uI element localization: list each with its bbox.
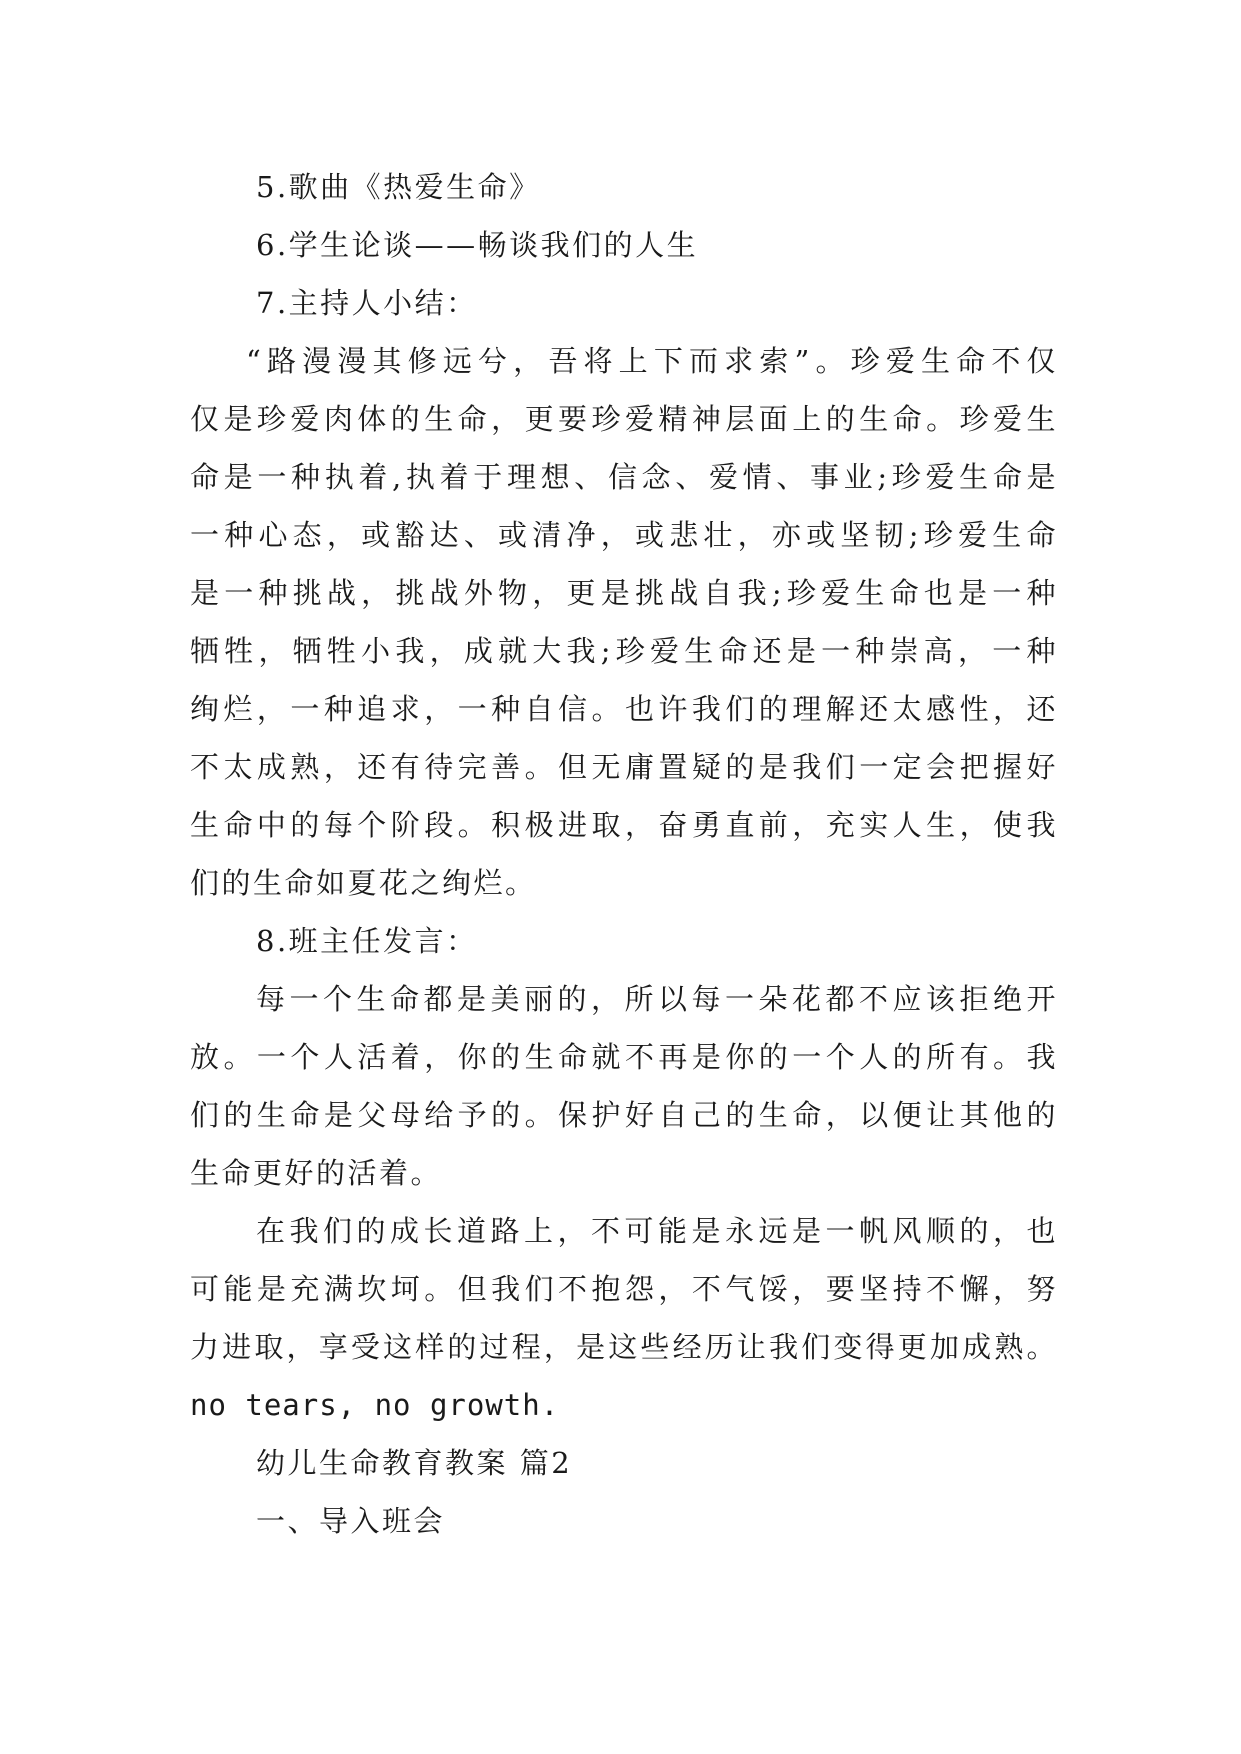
section-title: 幼儿生命教育教案 篇2 bbox=[256, 1446, 573, 1480]
paragraph-line: 生命更好的活着。 bbox=[190, 1156, 443, 1190]
paragraph-line: 命是一种执着,执着于理想、信念、爱情、事业;珍爱生命是 bbox=[190, 460, 1058, 494]
paragraph-line: 放。一个人活着，你的生命就不再是你的一个人的所有。我 bbox=[190, 1040, 1058, 1074]
paragraph-line: 们的生命是父母给予的。保护好自己的生命，以便让其他的 bbox=[190, 1098, 1058, 1132]
paragraph-line: 牺牲，牺牲小我，成就大我;珍爱生命还是一种崇高，一种 bbox=[190, 634, 1058, 668]
list-item-song: 5.歌曲《热爱生命》 bbox=[256, 170, 541, 204]
section-heading: 一、导入班会 bbox=[256, 1504, 446, 1538]
paragraph-line: 是一种挑战，挑战外物，更是挑战自我;珍爱生命也是一种 bbox=[190, 576, 1058, 610]
paragraph-line: 在我们的成长道路上，不可能是永远是一帆风顺的，也 bbox=[256, 1214, 1058, 1248]
paragraph-line: 仅是珍爱肉体的生命，更要珍爱精神层面上的生命。珍爱生 bbox=[190, 402, 1058, 436]
list-item-host-summary: 7.主持人小结： bbox=[256, 286, 478, 320]
list-item-student-discussion: 6.学生论谈——畅谈我们的人生 bbox=[256, 228, 699, 262]
paragraph-line: 力进取，享受这样的过程，是这些经历让我们变得更加成熟。 bbox=[190, 1330, 1058, 1364]
paragraph-line: 生命中的每个阶段。积极进取，奋勇直前，充实人生，使我 bbox=[190, 808, 1058, 842]
paragraph-line: “路漫漫其修远兮，吾将上下而求索”。珍爱生命不仅 bbox=[246, 344, 1058, 378]
paragraph-line: 每一个生命都是美丽的，所以每一朵花都不应该拒绝开 bbox=[256, 982, 1058, 1016]
paragraph-line: 可能是充满坎坷。但我们不抱怨，不气馁，要坚持不懈，努 bbox=[190, 1272, 1058, 1306]
list-item-teacher-speech: 8.班主任发言： bbox=[256, 924, 478, 958]
paragraph-line: 不太成熟，还有待完善。但无庸置疑的是我们一定会把握好 bbox=[190, 750, 1058, 784]
paragraph-line: 们的生命如夏花之绚烂。 bbox=[190, 866, 537, 900]
paragraph-line-latin: no tears, no growth. bbox=[190, 1388, 560, 1422]
document-body bbox=[190, 158, 1058, 1550]
paragraph-line: 一种心态，或豁达、或清净，或悲壮，亦或坚韧;珍爱生命 bbox=[190, 518, 1058, 552]
paragraph-line: 绚烂，一种追求，一种自信。也许我们的理解还太感性，还 bbox=[190, 692, 1058, 726]
